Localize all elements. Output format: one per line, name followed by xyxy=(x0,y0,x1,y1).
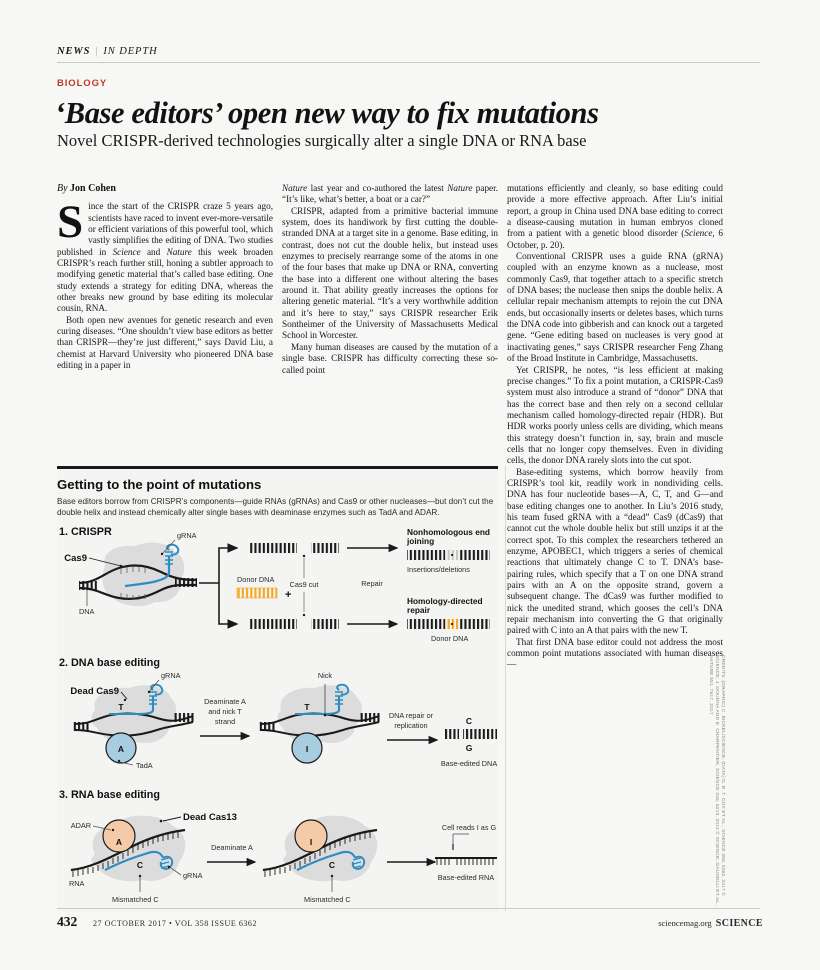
paragraph: Many human diseases are caused by the mutation of a single base. CRISPR has difficulty correcting these so-called point xyxy=(282,341,498,375)
panel-2-title: 2. DNA base editing xyxy=(59,657,160,670)
donor-dna-bar xyxy=(237,588,277,598)
grna-leader-dot xyxy=(168,866,170,868)
step-b-group xyxy=(263,816,377,904)
label-base-g: G xyxy=(465,743,473,754)
label-donor-dna-result: Donor DNA xyxy=(431,634,469,644)
edited-dna-left xyxy=(445,729,459,739)
label-cell-reads: Cell reads I as G xyxy=(441,823,497,833)
paragraph-text: this week broaden CRISPR’s reach further still, honing a subtler approach to modifying genetic material that’s called base editing. One study extends a strategy for editing DNA, whereas the other breaks new ground by base editing its molecular cousin, RNA. xyxy=(57,246,274,314)
panel-1-crispr-diagram xyxy=(57,526,498,654)
label-base-a: A xyxy=(117,744,125,755)
dna-right-duplex xyxy=(175,578,197,587)
paragraph-text: ince the start of the CRISPR craze 5 years ago, scientists have raced to invent ever-more-versatile or efficient variations of this powerful tool, which vastly simplifies the editing of DNA. Two studies published in xyxy=(57,201,273,257)
italic-science: Science xyxy=(684,228,713,239)
label-step1-line2: and nick T xyxy=(208,707,242,717)
footer-divider xyxy=(57,908,760,909)
branch-up xyxy=(219,548,237,583)
indel-dot xyxy=(451,554,453,556)
label-dna: DNA xyxy=(79,607,95,617)
label-base-c: C xyxy=(136,860,144,871)
label-grna: gRNA xyxy=(161,671,181,681)
label-base-t: T xyxy=(118,702,124,713)
figure-top-rule xyxy=(57,466,498,469)
hdr-left xyxy=(407,619,445,629)
label-base-t: T xyxy=(304,702,310,713)
label-nick: Nick xyxy=(317,671,333,681)
branch-down xyxy=(219,583,237,624)
article-kicker: BIOLOGY xyxy=(57,78,108,89)
label-step2-line2: replication xyxy=(394,721,428,731)
label-base-c: C xyxy=(328,860,336,871)
drop-cap: S xyxy=(57,196,84,249)
label-grna: gRNA xyxy=(183,871,203,881)
figure-caption: Base editors borrow from CRISPR’s components—guide RNAs (gRNAs) and Cas9 or other nucleases—but don’t cut the double helix and instead chemically alter single bases with deaminase enzymes such as TadA and ADAR. xyxy=(57,497,494,518)
label-mismatched-c: Mismatched C xyxy=(304,895,351,905)
label-nhej-line1: Nonhomologous end xyxy=(407,527,490,538)
paragraph: Conventional CRISPR uses a guide RNA (gRNA) coupled with an enzyme known as a nuclease, most commonly Cas9, that together attach to a specific stretch of DNA bases; the nuclease then snips the double helix. A cellular repair mechanism attempts to rejoin the cut DNA ends, but occasionally inserts or deletes bases, which turns the DNA code into gibberish and can knock out a targeted gene. “Gene editing based on nucleases is very good at inactivating genes,” says CRISPR researcher Feng Zhang of the Broad Institute in Cambridge, Massachusetts. xyxy=(507,251,723,364)
paragraph-text: paper. “It’s like, what’s better, a boat or a car?” xyxy=(282,183,498,205)
hdr-right xyxy=(460,619,490,629)
label-step2-line1: DNA repair or xyxy=(388,711,434,721)
dna-left-duplex xyxy=(79,581,97,590)
label-dead-cas9: Dead Cas9 xyxy=(70,686,119,698)
paragraph-text: last year and co-authored the latest xyxy=(307,183,448,193)
article-deck: Novel CRISPR-derived technologies surgically alter a single DNA or RNA base xyxy=(57,131,587,150)
paragraph xyxy=(507,183,723,251)
label-base-edited-rna: Base-edited RNA xyxy=(437,873,495,883)
dead-cas13-leader-line xyxy=(163,817,181,821)
italic-science: Science xyxy=(112,246,141,257)
label-cas9-cut: Cas9 cut xyxy=(289,580,319,590)
label-base-edited-dna: Base-edited DNA xyxy=(440,759,498,769)
hdr-dot xyxy=(451,623,453,625)
grna-leader-dot xyxy=(161,553,163,555)
step-a-group xyxy=(70,671,195,770)
figure-credits: CREDITS: (GRAPHIC) C. BICKEL/SCIENCE; (DATA) D. B. T. COX ET AL., SCIENCE 358, 6362, 2017 © SCIENCE; J. DOUDNA AND E. CHARPENTIER, SCIENCE 346, 6213, 2014 © SCIENCE; GAUDELLI ET AL., NATURE 551, 7617, 2017 xyxy=(707,655,725,907)
duplex-left xyxy=(73,722,89,731)
body-column-1 xyxy=(57,183,273,372)
masthead-news[interactable]: NEWS xyxy=(57,46,91,57)
paragraph: That first DNA base editor could not address the most common point mutations associated with human diseases— xyxy=(507,636,723,670)
brand-name: SCIENCE xyxy=(715,918,763,929)
result-group xyxy=(435,823,497,882)
paragraph-text: , 6 October, p. 20). xyxy=(507,228,723,250)
paragraph xyxy=(282,183,498,206)
panel-3-rna-base-editing-diagram xyxy=(57,788,498,913)
edited-rna-rungs xyxy=(437,859,493,865)
website-url[interactable]: sciencemag.org xyxy=(658,918,712,928)
panel-3-title: 3. RNA base editing xyxy=(59,789,160,802)
result-group xyxy=(441,716,498,768)
cas9-leader-dot xyxy=(120,565,123,568)
label-step1-line3: strand xyxy=(214,717,236,727)
duplex-left xyxy=(259,722,275,731)
masthead xyxy=(57,46,760,63)
paragraph: Both open new avenues for genetic research and even curing diseases. “One shouldn’t view base editors as better than CRISPR—they’re just different,” says David Liu, a chemist at Harvard University who pioneered DNA base editing in a paper in xyxy=(57,314,273,371)
cut-dna-top-right xyxy=(311,543,339,553)
label-base-a: A xyxy=(115,837,123,848)
label-hdr-line1: Homology-directed xyxy=(407,596,483,607)
label-plus: + xyxy=(285,589,292,602)
byline-author: Jon Cohen xyxy=(70,183,116,194)
label-mismatched-c: Mismatched C xyxy=(112,895,159,905)
label-donor-dna: Donor DNA xyxy=(237,575,275,585)
adar-enzyme-circle xyxy=(295,820,327,852)
duplex-right xyxy=(173,713,195,722)
byline xyxy=(57,183,273,194)
paragraph: Base-editing systems, which borrow heavily from CRISPR’s tool kit, readily work in nondividing cells. DNA has four nucleotide bases—A, C, T, and G—and base editing changes one to another. In Liu’s 2016 study, his team fused gRNA with a “dead” Cas9 (dCas9) that cannot cut the whole double helix but still unzips it at the correct spot. To this complex the researchers tethered an enzyme, APOBEC1, which triggers a series of chemical reactions that ultimately change C to T. DNA’s base-pairing rules, which specify that a T on one DNA strand pairs with an A on the opposite strand, govern a subsequent change. The dCas9 was further modified to nick the unedited strand, which gooses the cell’s DNA repair mechanism into converting the G that originally paired with C into an A that pairs with the new T. xyxy=(507,466,723,636)
cut-dna-bottom-left xyxy=(249,619,297,629)
body-column-3 xyxy=(507,183,723,671)
issue-info: 27 OCTOBER 2017 • VOL 358 ISSUE 6362 xyxy=(93,919,258,928)
paragraph xyxy=(57,196,274,314)
label-tada: TadA xyxy=(136,761,153,771)
body-column-2 xyxy=(282,183,498,376)
nhej-left xyxy=(407,550,445,560)
cut-dot-bottom xyxy=(303,614,305,616)
panel-2-dna-base-editing-diagram xyxy=(57,656,498,786)
label-base-i: I xyxy=(309,837,313,848)
italic-nature: Nature xyxy=(282,183,308,193)
panel-1-title: 1. CRISPR xyxy=(59,526,112,539)
paragraph-text: mutations efficiently and cleanly, so base editing could provide a more effective approach. After Liu’s initial report, a group in China used DNA base editing to correct a disease-causing mutation in human embryos cloned from a patient with a genetic blood disorder ( xyxy=(507,183,723,239)
label-step1-line1: Deaminate A xyxy=(204,697,246,707)
label-nhej-line2: joining xyxy=(407,536,435,547)
masthead-section[interactable]: IN DEPTH xyxy=(103,46,158,57)
masthead-separator: | xyxy=(95,46,99,57)
label-dead-cas13: Dead Cas13 xyxy=(183,812,237,824)
label-cas9: Cas9 xyxy=(64,553,87,565)
paragraph-text: and xyxy=(140,246,167,257)
label-rna: RNA xyxy=(69,879,85,889)
paragraph: Yet CRISPR, he notes, “is less efficient at making precise changes.” To fix a point mutation, a CRISPR-Cas9 system must also introduce a strand of “donor” DNA that has the correct base and then rely on a second cellular mechanism called homology-directed repair (HDR). But HDR works poorly unless cells are dividing, which means this strategy doesn’t function in, say, brain and muscle cells that no longer copy themselves. Even in dividing cells, the donor DNA rarely slots into the cut spot. xyxy=(507,364,723,466)
italic-nature: Nature xyxy=(166,246,192,257)
nhej-right xyxy=(460,550,490,560)
grna-leader-dot xyxy=(148,691,150,693)
step-a-group xyxy=(69,812,237,904)
label-adar: ADAR xyxy=(70,821,91,831)
tada-leader-dot xyxy=(118,760,120,762)
label-base-i: I xyxy=(305,744,309,755)
mismatch-dot xyxy=(139,875,141,877)
label-repair: Repair xyxy=(361,579,383,589)
adar-leader-dot xyxy=(112,829,114,831)
edited-dna-right xyxy=(463,729,497,739)
masthead-divider xyxy=(57,62,760,63)
cut-dna-top-left xyxy=(249,543,297,553)
step-b-group xyxy=(259,671,381,763)
paragraph: CRISPR, adapted from a primitive bacterial immune system, does its handiwork by first cutting the double-stranded DNA at a target site in a genome. Base editing, in contrast, does not cut the double helix, but instead uses enzymes to precisely rearrange some of the atoms in one of the four bases that make up DNA or RNA, converting the base into a different one without altering the bases around it. That ability greatly increases the options for altering genetic material. “It’s a very worthwhile addition and it’s here to stay,” says CRISPR researcher Erik Sontheimer of the University of Massachusetts Medical School in Worcester. xyxy=(282,205,498,341)
page-title: ‘Base editors’ open new way to fix mutations xyxy=(55,96,599,130)
nick-dot xyxy=(324,714,327,717)
figure-block xyxy=(57,466,498,911)
dead-cas13-leader-dot xyxy=(160,820,163,823)
adar-enzyme-circle xyxy=(103,820,135,852)
label-base-c: C xyxy=(465,716,473,727)
dead-cas9-leader-dot xyxy=(124,699,126,701)
page-number: 432 xyxy=(57,914,78,929)
cut-dot-top xyxy=(303,555,305,557)
label-base-i-marker: I xyxy=(451,843,455,853)
label-deaminate-a: Deaminate A xyxy=(211,843,253,853)
duplex-right xyxy=(359,713,381,722)
figure-right-divider xyxy=(505,466,506,911)
label-hdr-line2: repair xyxy=(407,605,431,616)
footer-brand xyxy=(658,918,763,929)
masthead-row xyxy=(57,46,760,57)
label-insertions-deletions: Insertions/deletions xyxy=(407,565,470,575)
cut-dna-bottom-right xyxy=(311,619,339,629)
figure-title: Getting to the point of mutations xyxy=(57,477,262,493)
italic-nature: Nature xyxy=(447,183,473,193)
byline-prefix: By xyxy=(57,183,68,194)
mismatch-dot xyxy=(331,875,333,877)
label-grna: gRNA xyxy=(177,531,197,541)
